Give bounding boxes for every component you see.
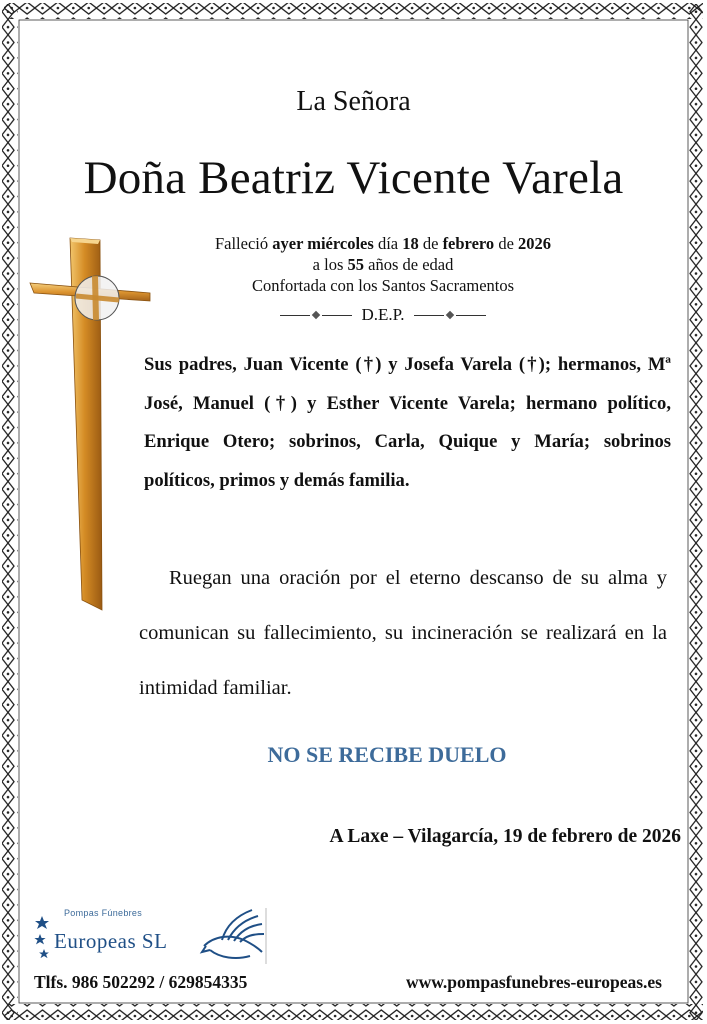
prayer-paragraph: Ruegan una oración por el eterno descanso de su alma y comunican su fallecimiento, su incineración se realizará en la intimidad familiar. <box>139 567 667 699</box>
dove-icon <box>202 910 264 958</box>
ornament-right <box>414 312 486 318</box>
sacraments-line: Confortada con los Santos Sacramentos <box>251 276 515 295</box>
place-date: A Laxe – Vilagarcía, 19 de febrero de 2026 <box>329 826 681 847</box>
text-part: años de edad <box>364 255 454 274</box>
deceased-name: Doña Beatriz Vicente Varela <box>83 152 624 204</box>
cross-icon <box>26 230 156 620</box>
text-part: 55 <box>347 255 364 274</box>
death-date-line <box>150 233 616 254</box>
age-line <box>150 254 616 275</box>
text-part: 2026 <box>518 234 552 253</box>
title-small: La Señora <box>296 86 411 117</box>
family-paragraph: Sus padres, Juan Vicente (†) y Josefa Varela (†); hermanos, Mª José, Manuel (†) y Esther Vicente Varela; hermano político, Enrique Otero; sobrinos, Carla, Quique y María; sobrinos políticos, primos y demás familia. <box>144 354 671 492</box>
text-part: de <box>494 234 519 253</box>
text-part: Falleció <box>214 234 273 253</box>
logo-subtitle: Pompas Fúnebres <box>64 908 143 918</box>
star-icon <box>34 934 45 944</box>
text-part: a los <box>312 255 348 274</box>
no-duelo-notice: NO SE RECIBE DUELO <box>267 742 507 767</box>
text-part: 18 <box>402 234 419 253</box>
text-part: ayer miércoles <box>272 234 374 253</box>
dep-label: D.E.P. <box>361 305 405 324</box>
website-link[interactable]: www.pompasfunebres-europeas.es <box>405 972 662 992</box>
logo-name: Europeas SL <box>54 929 168 953</box>
text-part: día <box>373 234 403 253</box>
phone-numbers: Tlfs. 986 502292 / 629854335 <box>34 972 248 992</box>
star-icon <box>35 916 49 929</box>
ornament-left <box>280 312 352 318</box>
dep-row <box>150 305 616 325</box>
text-part: febrero <box>442 234 495 253</box>
star-icon <box>39 949 49 958</box>
text-part: de <box>418 234 443 253</box>
death-info <box>150 233 616 296</box>
